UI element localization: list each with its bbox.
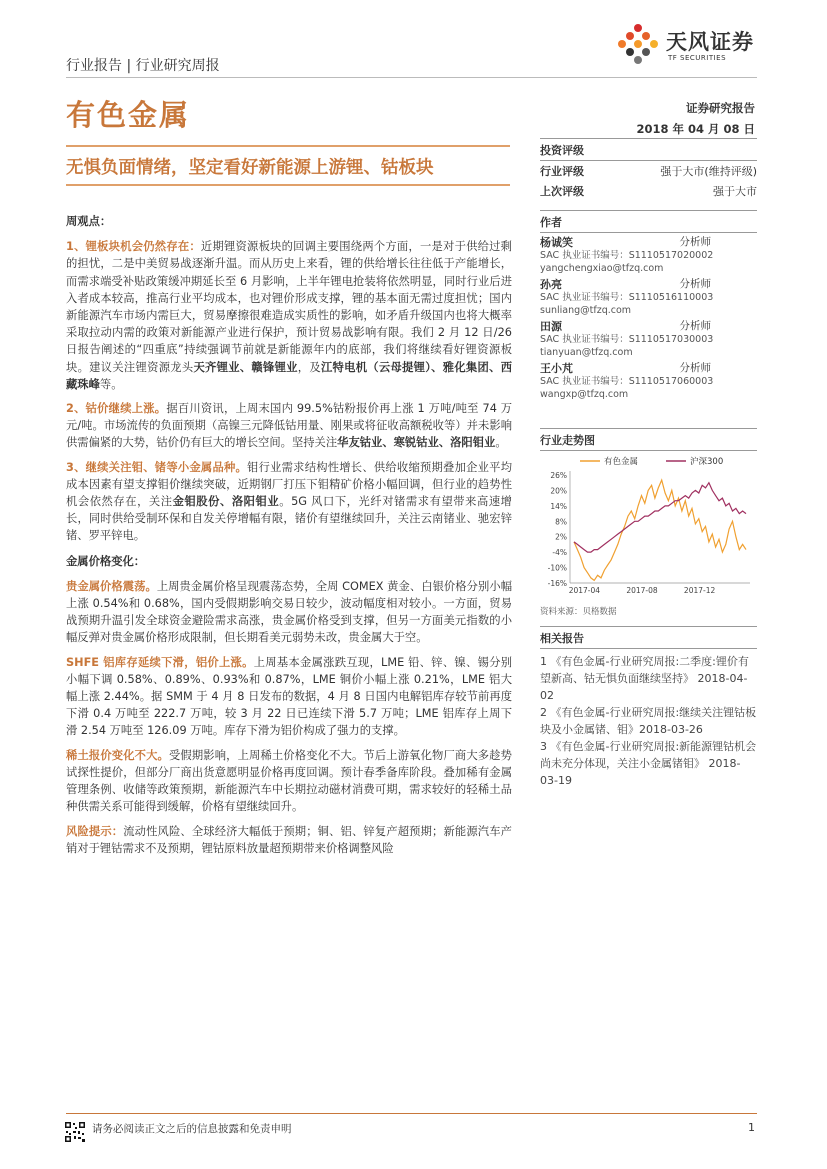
headline: 无惧负面情绪，坚定看好新能源上游锂、钴板块	[66, 158, 434, 178]
authors-panel	[540, 210, 757, 401]
analyst-email[interactable]: tianyuan@tfzq.com	[540, 347, 633, 358]
footer-divider	[66, 1113, 757, 1114]
related-panel	[540, 626, 757, 789]
series-line	[574, 480, 746, 580]
headline-bottom-rule	[66, 184, 510, 186]
related-title: 相关报告	[540, 627, 757, 649]
header-divider	[66, 77, 757, 78]
report-label: 证券研究报告	[686, 101, 755, 115]
paragraph-minor-metals: 3、继续关注钼、锗等小金属品种。钼行业需求结构性增长、供给收缩预期叠加企业平均成本因素有望支撑钼价继续突破，近期钢厂打压下钼精矿价格小幅回调，但行业的趋势性机会依然存在，关注金钼股份、洛阳钼业。5G 风口下，光纤对锗需求有望带来高速增长，同时供给受制环保和自发关停增幅有限，锗价有望继续回升，关注云南锗业、驰宏锌锗、罗平锌电。	[66, 460, 512, 543]
logo-mark-icon	[612, 20, 664, 68]
industry-title: 有色金属	[66, 98, 191, 132]
paragraph-risk: 风险提示：流动性风险、全球经济大幅低于预期；铜、铝、锌复产超预期；新能源汽车产销对于锂钴需求不及预期，锂钴原料放量超预期带来价格调整风险	[66, 824, 512, 855]
footer-disclaimer[interactable]: 请务必阅读正文之后的信息披露和免责申明	[92, 1123, 292, 1135]
qr-code-icon	[64, 1121, 86, 1143]
legend-label: 有色金属	[604, 457, 639, 467]
analyst-entry: 田源 分析师 SAC 执业证书编号：S1110517030003 tianyuan@tfzq.com	[540, 320, 757, 359]
y-tick-label: 26%	[550, 471, 567, 480]
logo-subtitle: TF SECURITIES	[668, 54, 727, 62]
trend-title: 行业走势图	[540, 429, 757, 451]
x-tick-label: 2017-12	[683, 586, 716, 595]
x-tick-label: 2017-04	[568, 586, 601, 595]
rating-panel	[540, 138, 757, 201]
headline-top-rule	[66, 145, 510, 147]
page-number: 1	[748, 1121, 755, 1134]
main-body	[66, 205, 512, 864]
rating-row: 行业评级 强于大市(维持评级)	[540, 165, 757, 178]
paragraph-rare-earth: 稀土报价变化不大。受假期影响，上周稀土价格变化不大。节后上游氧化物厂商大多趁势试探性提价，但部分厂商出货意愿明显价格再度回调。预计春季备库阶段。叠加稀有金属管理条例、收储等政策预期，新能源汽车中长期拉动磁材消费可期，需求较好的轻稀土品种供需关系可能得到缓解，价格有望继续回升。	[66, 748, 512, 814]
analyst-entry: 孙亮 分析师 SAC 执业证书编号：S1110516110003 sunliang@tfzq.com	[540, 278, 757, 317]
analyst-email[interactable]: wangxp@tfzq.com	[540, 389, 629, 400]
paragraph-cobalt: 2、钴价继续上涨。据百川资讯，上周末国内 99.5%钴粉报价再上涨 1 万吨/吨至 74 万元/吨。市场流传的负面预期（高镍三元降低钴用量、刚果或将征收高额税收等）并未影响供需偏紧的大势，钴价仍有巨大的增长空间。坚持关注华友钴业、寒锐钴业、洛阳钼业。	[66, 402, 512, 450]
paragraph-base-metals: SHFE 铝库存延续下滑，铝价上涨。上周基本金属涨跌互现，LME 铅、锌、镍、锡分别小幅下调 0.58%、0.89%、0.93%和 0.87%，LME 铜价小幅上涨 0.21%，LME 铝大幅上涨 2.44%。据 SMM 于 4 月 8 日发布的数据，4 月 8 日国内电解铝库存较节前再度下滑 0.4 万吨至 222.7 万吨，较 3 月 22 日已连续下滑 5.7 万吨；LME 铝库存上周下滑 2.54 万吨至 126.09 万吨。库存下滑为铝价构成了强力的支撑。	[66, 655, 512, 738]
y-tick-label: 20%	[550, 486, 567, 496]
trend-panel	[540, 428, 757, 617]
y-tick-label: 2%	[555, 532, 567, 542]
legend-label: 沪深300	[690, 457, 724, 467]
analyst-entry: 杨诚笑 分析师 SAC 执业证书编号：S1110517020002 yangchengxiao@tfzq.com	[540, 236, 757, 275]
chart-source: 资料来源：贝格数据	[540, 607, 617, 617]
related-report-item[interactable]: 3 《有色金属-行业研究周报:新能源锂钴机会尚未充分体现，关注小金属锗钼》 2018-03-19	[540, 740, 757, 787]
x-tick-label: 2017-08	[626, 586, 658, 595]
y-tick-label: 8%	[555, 517, 567, 527]
analyst-email[interactable]: yangchengxiao@tfzq.com	[540, 263, 664, 274]
metal-price-heading: 金属价格变化：	[66, 554, 146, 568]
trend-chart	[540, 451, 757, 601]
doc-type: 行业报告 | 行业研究周报	[66, 58, 220, 74]
related-report-item[interactable]: 2 《有色金属-行业研究周报:继续关注锂钴板块及小金属锗、钼》2018-03-26	[540, 706, 757, 736]
company-logo	[612, 20, 762, 70]
y-tick-label: -10%	[547, 563, 567, 573]
y-tick-label: 14%	[550, 501, 567, 511]
related-report-item[interactable]: 1 《有色金属-行业研究周报:二季度:锂价有望新高、钴无惧负面继续坚持》 2018-04-02	[540, 655, 749, 702]
y-tick-label: -4%	[552, 548, 567, 558]
paragraph-lithium: 1、锂板块机会仍然存在：近期锂资源板块的回调主要围绕两个方面，一是对于供给过剩的担忧，二是中美贸易战逐渐升温。而从历史上来看，锂的供给增长往往低于产能增长，而需求端受补贴政策缓冲期延长至 6 月影响，上半年锂电抢装将依然明显，同时行业后进入者成本较高，推高行业平均成本，也对锂价形成支撑，锂的基本面无需过度担忧；国内新能源汽车市场内需巨大，贸易摩擦很难造成实质性的影响，如矛盾升级国内也将大概率采取拉动内需的政策对新能源产业进行保护，预计贸易战影响有限。我们 2 月 12 日/26 日报告阐述的“四重底”持续强调节前就是新能源年内的底部，我们将继续看好锂资源板块。建议关注锂资源龙头天齐锂业、赣锋锂业，及江特电机（云母提锂）、雅化集团、西藏珠峰等。	[66, 240, 512, 391]
paragraph-precious-metals: 贵金属价格震荡。上周贵金属价格呈现震荡态势，全周 COMEX 黄金、白银价格分别小幅上涨 0.54%和 0.68%，国内受假期影响交易日较少，波动幅度相对较小。一方面，贸易战预期升温引发全球资金避险需求高涨，贵金属价格受到支撑，但另一方面美元指数的小幅反弹对贵金属价格形成限制，但长期看美元弱势未改，贵金属大于空。	[66, 579, 512, 645]
authors-title: 作者	[540, 211, 757, 233]
analyst-entry: 王小芃 分析师 SAC 执业证书编号：S1110517060003 wangxp@tfzq.com	[540, 362, 757, 401]
y-tick-label: -16%	[547, 579, 567, 588]
analyst-email[interactable]: sunliang@tfzq.com	[540, 305, 632, 316]
weekly-view-heading: 周观点：	[66, 215, 112, 228]
rating-title: 投资评级	[540, 139, 757, 161]
report-date: 2018 年 04 月 08 日	[636, 122, 755, 136]
logo-name: 天风证券	[666, 30, 754, 54]
rating-row: 上次评级 强于大市	[540, 185, 757, 198]
